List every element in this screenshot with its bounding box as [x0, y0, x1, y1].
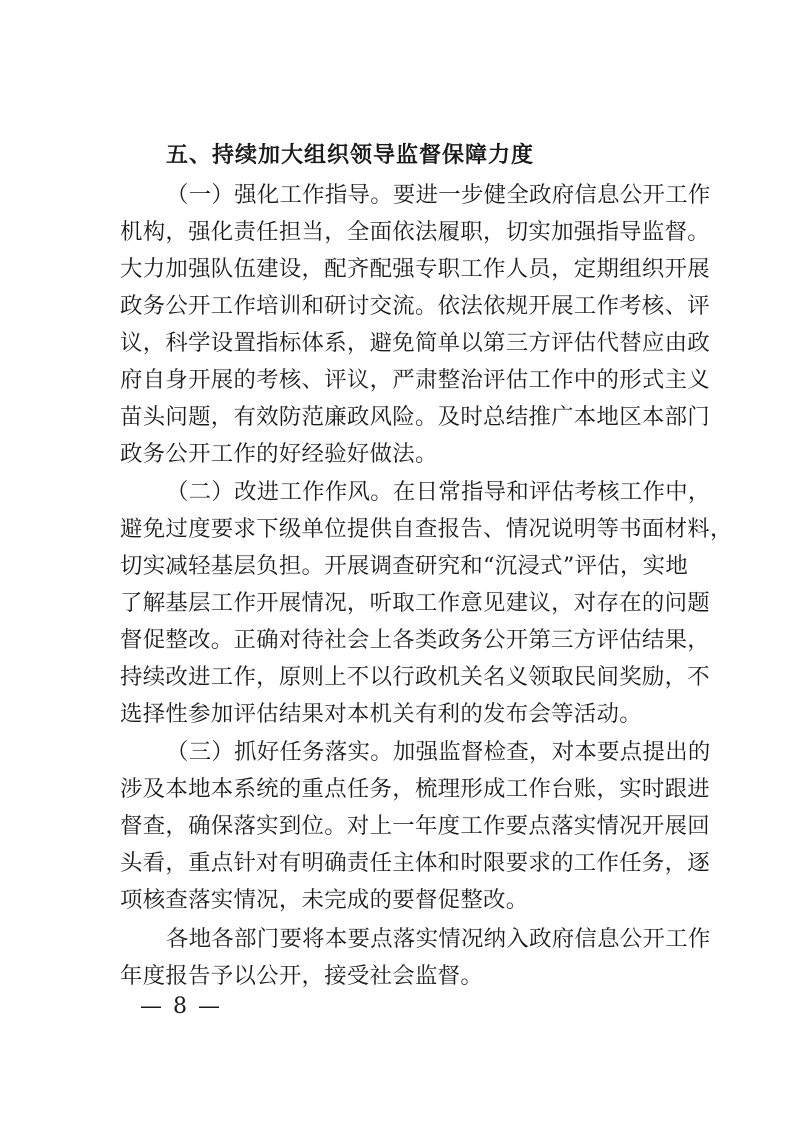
paragraph-line: 涉及本地本系统的重点任务，梳理形成工作台账，实时跟进	[120, 776, 710, 802]
paragraph-line: 督促整改。正确对待社会上各类政务公开第三方评估结果，	[120, 627, 710, 653]
page-number: — 8 —	[140, 994, 222, 1019]
section-heading: 五、持续加大组织领导监督保障力度	[166, 143, 535, 168]
paragraph-line: （三）抓好任务落实。加强监督检查，对本要点提出的	[166, 739, 711, 765]
paragraph-line: （一）强化工作指导。要进一步健全政府信息公开工作	[166, 182, 711, 208]
paragraph-line: 切实减轻基层负担。开展调查研究和“沉浸式”评估，实地	[120, 553, 689, 579]
paragraph-line: 苗头问题，有效防范廉政风险。及时总结推广本地区本部门	[120, 404, 710, 430]
paragraph-line: 项核查落实情况，未完成的要督促整改。	[120, 887, 529, 913]
paragraph-line: 督查，确保落实到位。对上一年度工作要点落实情况开展回	[120, 813, 710, 839]
paragraph-line: 头看，重点针对有明确责任主体和时限要求的工作任务，逐	[120, 850, 710, 876]
paragraph-line: 了解基层工作开展情况，听取工作意见建议，对存在的问题	[120, 590, 710, 616]
paragraph-line: 避免过度要求下级单位提供自查报告、情况说明等书面材料，	[120, 516, 733, 542]
paragraph-line: （二）改进工作作风。在日常指导和评估考核工作中，	[166, 479, 711, 505]
paragraph-line: 政务公开工作的好经验好做法。	[120, 441, 438, 467]
paragraph-line: 政务公开工作培训和研讨交流。依法依规开展工作考核、评	[120, 293, 710, 319]
paragraph-line: 机构，强化责任担当，全面依法履职，切实加强指导监督。	[120, 219, 710, 245]
paragraph-line: 议，科学设置指标体系，避免简单以第三方评估代替应由政	[120, 330, 710, 356]
paragraph-line: 大力加强队伍建设，配齐配强专职工作人员，定期组织开展	[120, 256, 710, 282]
paragraph-line: 各地各部门要将本要点落实情况纳入政府信息公开工作	[166, 926, 711, 952]
paragraph-line: 府自身开展的考核、评议，严肃整治评估工作中的形式主义	[120, 367, 710, 393]
paragraph-line: 选择性参加评估结果对本机关有利的发布会等活动。	[120, 701, 642, 727]
paragraph-line: 持续改进工作，原则上不以行政机关名义领取民间奖励，不	[120, 664, 710, 690]
paragraph-line: 年度报告予以公开，接受社会监督。	[120, 963, 484, 989]
